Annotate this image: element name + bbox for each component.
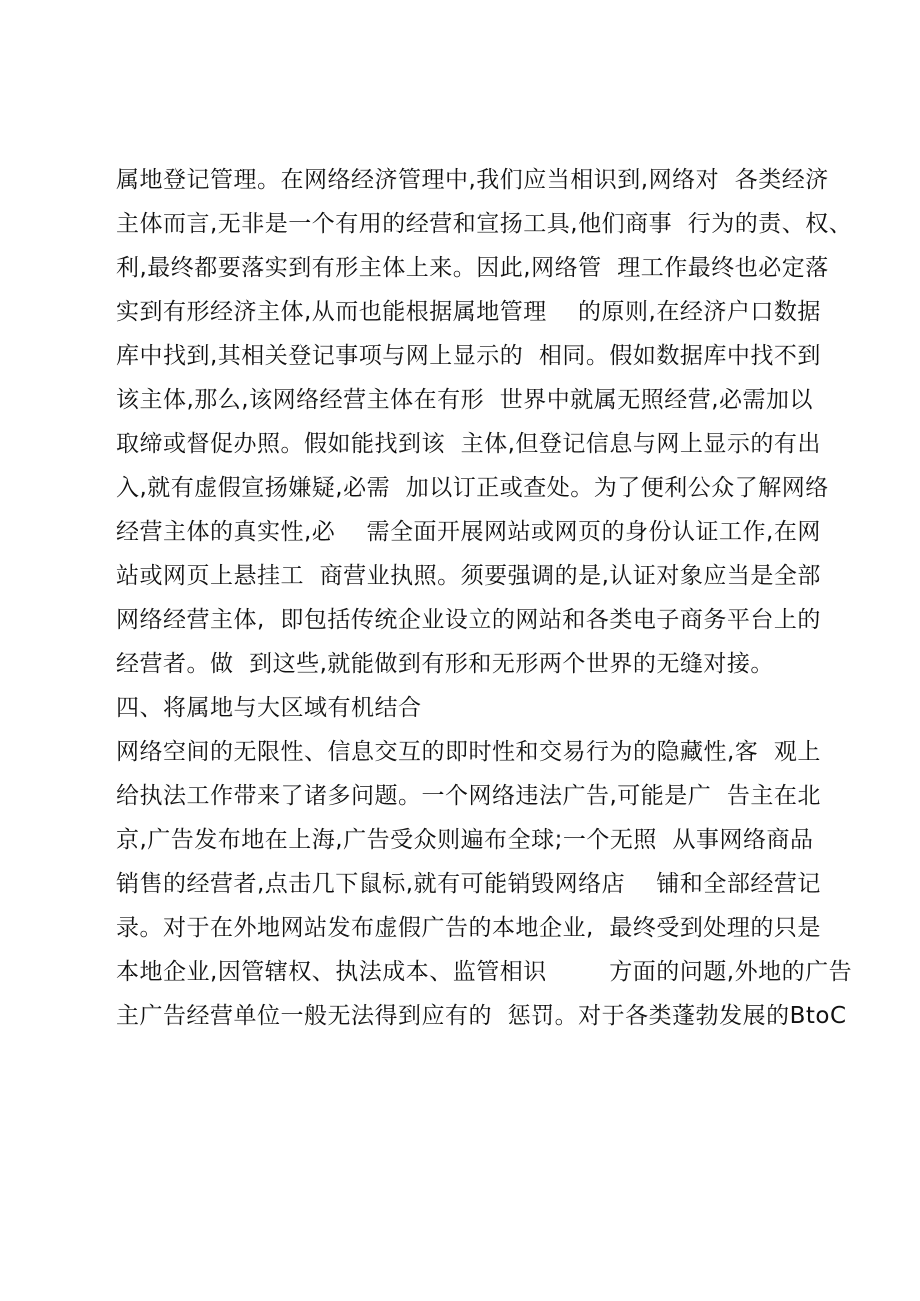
text-line: 实到有形经济主体,从而也能根据属地管理 的原则,在经济户口数据 [116, 299, 821, 325]
text-line: 本地企业,因管辖权、执法成本、监管相识 方面的问题,外地的广告 [116, 959, 853, 985]
text-line: 利,最终都要落实到有形主体上来。因此,网络管 理工作最终也必定落 [116, 255, 829, 281]
text-line: 属地登记管理。在网络经济管理中,我们应当相识到,网络对 各类经济 [116, 167, 829, 193]
text-line: 录。对于在外地网站发布虚假广告的本地企业, 最终受到处理的只是 [116, 915, 821, 941]
text-line: 主体而言,无非是一个有用的经营和宣扬工具,他们商事 行为的责、权、 [116, 211, 853, 237]
text-line: 销售的经营者,点击几下鼠标,就有可能销毁网络店 铺和全部经营记 [116, 871, 821, 897]
text-line: 经营者。做 到这些,就能做到有形和无形两个世界的无缝对接。 [116, 651, 774, 677]
text-line: 取缔或督促办照。假如能找到该 主体,但登记信息与网上显示的有出 [116, 431, 821, 457]
text-line: 给执法工作带来了诸多问题。一个网络违法广告,可能是广 告主在北 [116, 783, 821, 809]
text-line: 入,就有虚假宣扬嫌疑,必需 加以订正或查处。为了便利公众了解网络 [116, 475, 829, 501]
text-line: 网络空间的无限性、信息交互的即时性和交易行为的隐藏性,客 观上 [116, 739, 821, 765]
section-heading: 四、将属地与大区域有机结合 [116, 695, 422, 721]
text-line: 网络经营主体, 即包括传统企业设立的网站和各类电子商务平台上的 [116, 607, 821, 633]
text-line: 该主体,那么,该网络经营主体在有形 世界中就属无照经营,必需加以 [116, 387, 814, 413]
text-line: 库中找到,其相关登记事项与网上显示的 相同。假如数据库中找不到 [116, 343, 821, 369]
text-line: 站或网页上悬挂工 商营业执照。须要强调的是,认证对象应当是全部 [116, 563, 821, 589]
text-line: 经营主体的真实性,必 需全面开展网站或网页的身份认证工作,在网 [116, 519, 821, 545]
text-line: 主广告经营单位一般无法得到应有的 惩罚。对于各类蓬勃发展的BtoC [116, 1003, 847, 1029]
text-line: 京,广告发布地在上海,广告受众则遍布全球;一个无照 从事网络商品 [116, 827, 814, 853]
